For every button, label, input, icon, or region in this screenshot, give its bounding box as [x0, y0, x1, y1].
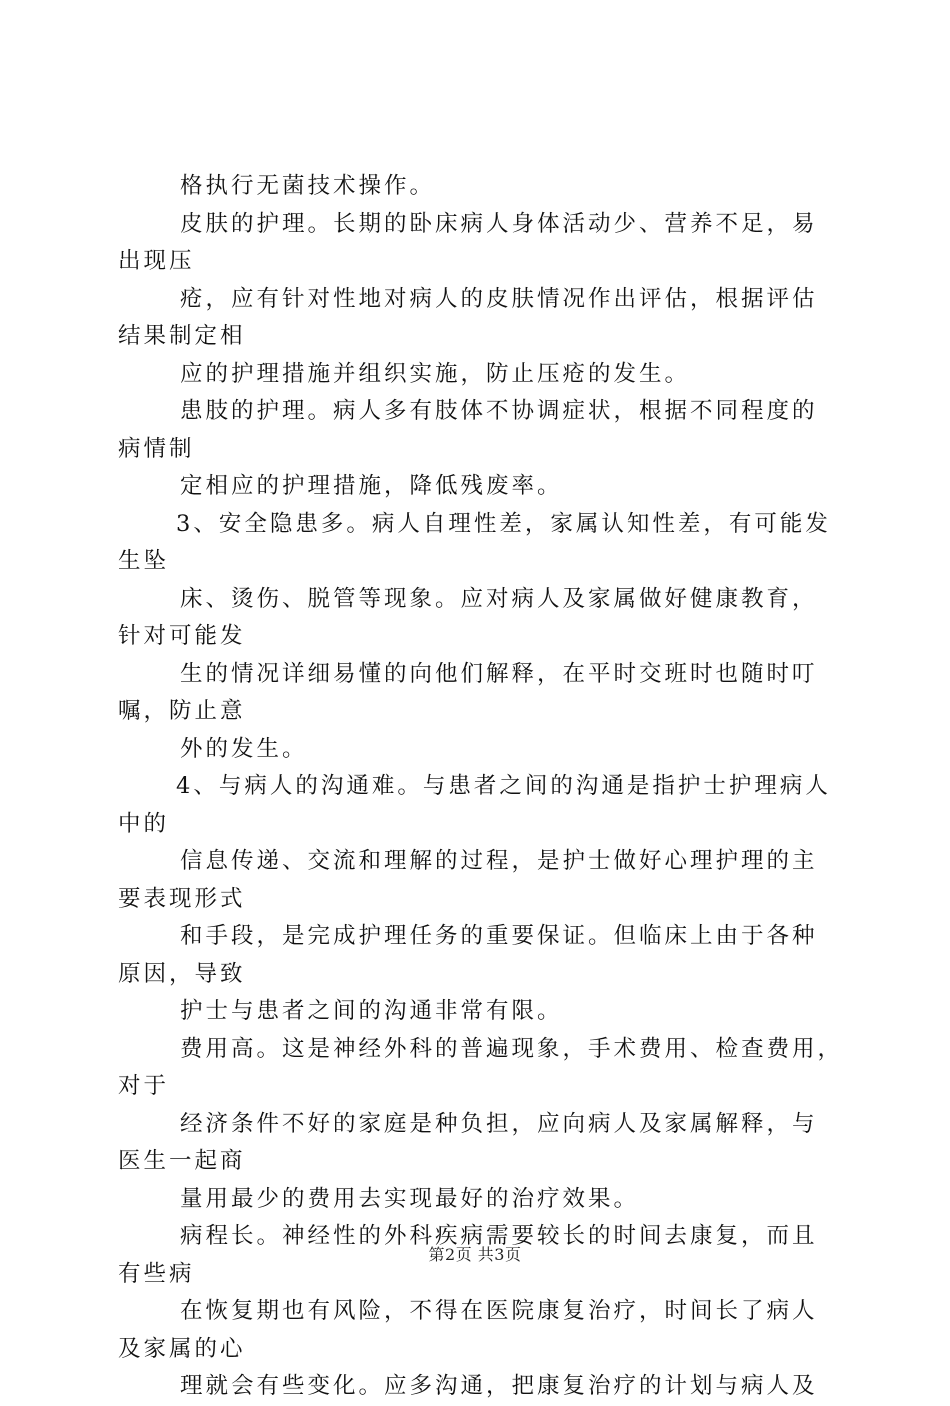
text-line: 经济条件不好的家庭是种负担，应向病人及家属解释，与	[180, 1110, 818, 1137]
text-line: 和手段，是完成护理任务的重要保证。但临床上由于各种	[180, 923, 818, 949]
text-line: 嘱，防止意	[118, 698, 246, 724]
text-line: 原因，导致	[118, 960, 246, 987]
text-line: 生的情况详细易懂的向他们解释，在平时交班时也随时叮	[180, 660, 818, 687]
text-line: 皮肤的护理。长期的卧床病人身体活动少、营养不足，易	[180, 210, 818, 237]
text-line: 针对可能发	[118, 623, 246, 649]
text-line: 费用高。这是神经外科的普遍现象，手术费用、检查费用，	[180, 1035, 844, 1062]
text-line: 外的发生。	[180, 735, 308, 762]
text-line: 对于	[118, 1073, 170, 1099]
text-line: 护士与患者之间的沟通非常有限。	[180, 998, 563, 1024]
text-line: 3、安全隐患多。病人自理性差，家属认知性差，有可能发	[176, 510, 831, 537]
text-line: 有些病	[118, 1260, 195, 1287]
text-line: 疮，应有针对性地对病人的皮肤情况作出评估，根据评估	[180, 285, 818, 312]
text-line: 病情制	[118, 435, 195, 462]
text-line: 4、与病人的沟通难。与患者之间的沟通是指护士护理病人	[176, 773, 831, 799]
text-line: 患肢的护理。病人多有肢体不协调症状，根据不同程度的	[180, 398, 818, 424]
text-line: 及家属的心	[118, 1335, 246, 1362]
text-line: 中的	[118, 810, 170, 837]
text-line: 病程长。神经性的外科疾病需要较长的时间去康复，而且	[180, 1223, 818, 1249]
text-line: 床、烫伤、脱管等现象。应对病人及家属做好健康教育，	[180, 585, 818, 612]
text-line: 在恢复期也有风险，不得在医院康复治疗，时间长了病人	[180, 1298, 818, 1324]
text-line: 应的护理措施并组织实施，防止压疮的发生。	[180, 360, 691, 387]
page-footer: 第2页 共3页	[428, 1245, 522, 1264]
text-line: 理就会有些变化。应多沟通，把康复治疗的计划与病人及	[180, 1373, 818, 1399]
document-body	[118, 168, 844, 1406]
text-line: 结果制定相	[118, 323, 246, 349]
text-line: 定相应的护理措施，降低残废率。	[180, 473, 563, 499]
text-line: 量用最少的费用去实现最好的治疗效果。	[180, 1185, 640, 1212]
text-line: 要表现形式	[118, 885, 246, 912]
text-line: 生坠	[118, 548, 170, 574]
text-line: 信息传递、交流和理解的过程，是护士做好心理护理的主	[180, 848, 818, 874]
text-line: 医生一起商	[118, 1148, 246, 1174]
text-line: 格执行无菌技术操作。	[180, 173, 436, 199]
text-line: 出现压	[118, 248, 195, 274]
